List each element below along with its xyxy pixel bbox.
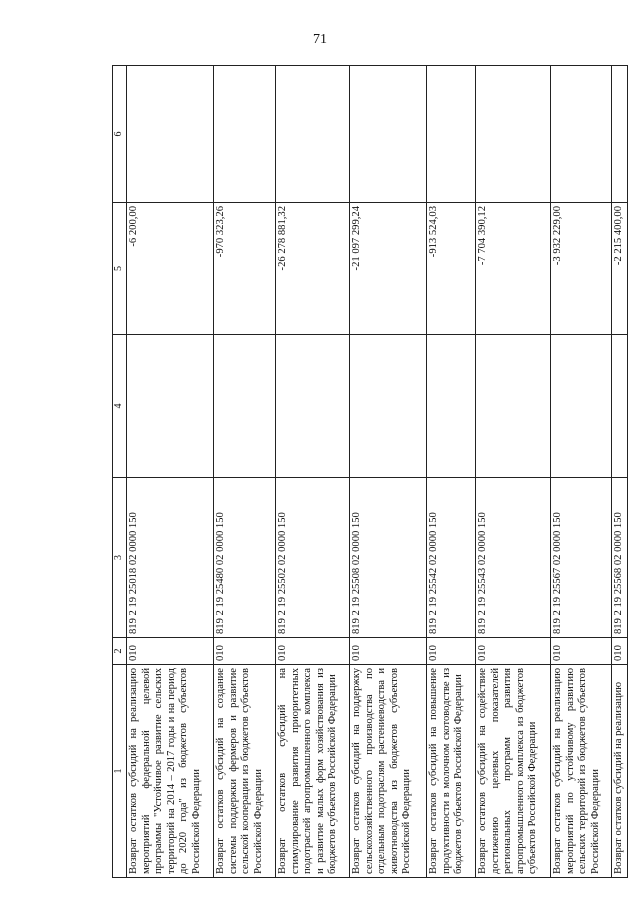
row-code: 010: [127, 638, 214, 665]
row-name: Возврат остатков субсидий на стимулирование развития приоритетных подотраслей агропромышленного комплекса и развитие малых форм хозяйствования из бюджетов субъектов Российской Федерации: [276, 665, 350, 878]
row-code: 010: [612, 638, 628, 665]
header-col-4: 4: [113, 335, 127, 478]
table-row: [551, 66, 612, 878]
row-kbk: 819 2 19 25543 02 0000 150: [476, 478, 551, 638]
row-col6: [427, 66, 476, 203]
table-row: [427, 66, 476, 878]
row-col4: [612, 335, 628, 478]
row-amount: -970 323,26: [214, 203, 276, 335]
row-name: Возврат остатков субсидий на реализацию мероприятий федеральной целевой программы "Устойчивое развитие сельских территорий на 2014 – 2017 годы и на период до 2020 года" из бюджетов субъектов Российской Федерации: [127, 665, 214, 878]
row-amount: -913 524,03: [427, 203, 476, 335]
header-col-5: 5: [113, 203, 127, 335]
row-name: Возврат остатков субсидий на поддержку сельскохозяйственного производства по отдельным подотраслям растениеводства и животноводства из бюджетов субъектов Российской Федерации: [350, 665, 427, 878]
row-kbk: 819 2 19 25508 02 0000 150: [350, 478, 427, 638]
row-kbk: 819 2 19 25542 02 0000 150: [427, 478, 476, 638]
header-col-6: 6: [113, 66, 127, 203]
row-amount: -26 278 881,32: [276, 203, 350, 335]
table-row: [350, 66, 427, 878]
row-name: Возврат остатков субсидий на повышение продуктивности в молочном скотоводстве из бюджетов субъектов Российской Федерации: [427, 665, 476, 878]
row-amount: -3 932 229,00: [551, 203, 612, 335]
row-col6: [551, 66, 612, 203]
row-col6: [276, 66, 350, 203]
row-amount: -21 097 299,24: [350, 203, 427, 335]
row-amount: -6 200,00: [127, 203, 214, 335]
row-code: 010: [427, 638, 476, 665]
row-col4: [476, 335, 551, 478]
row-col6: [214, 66, 276, 203]
row-code: 010: [350, 638, 427, 665]
row-code: 010: [214, 638, 276, 665]
row-name: Возврат остатков субсидий на реализацию: [612, 665, 628, 878]
row-name: Возврат остатков субсидий на создание системы поддержки фермеров и развитие сельской кооперации из бюджетов субъектов Российской Федерации: [214, 665, 276, 878]
row-name: Возврат остатков субсидий на реализацию мероприятий по устойчивому развитию сельских территорий из бюджетов субъектов Российской Федерации: [551, 665, 612, 878]
row-kbk: 819 2 19 25480 02 0000 150: [214, 478, 276, 638]
header-col-3: 3: [113, 478, 127, 638]
row-col4: [127, 335, 214, 478]
row-code: 010: [476, 638, 551, 665]
header-col-2: 2: [113, 638, 127, 665]
row-kbk: 819 2 19 25568 02 0000 150: [612, 478, 628, 638]
table-row: [214, 66, 276, 878]
row-kbk: 819 2 19 25567 02 0000 150: [551, 478, 612, 638]
row-col6: [612, 66, 628, 203]
table-row: [476, 66, 551, 878]
row-name: Возврат остатков субсидий на содействие достижению целевых показателей региональных программ развития агропромышленного комплекса из бюджетов субъектов Российской Федерации: [476, 665, 551, 878]
row-col4: [350, 335, 427, 478]
table-header-row: [113, 66, 127, 878]
budget-table: [112, 65, 628, 878]
row-col4: [551, 335, 612, 478]
page-number: 71: [313, 32, 327, 47]
row-amount: -2 215 400,00: [612, 203, 628, 335]
row-col6: [476, 66, 551, 203]
table-row: [127, 66, 214, 878]
row-col4: [427, 335, 476, 478]
row-kbk: 819 2 19 25018 02 0000 150: [127, 478, 214, 638]
row-code: 010: [551, 638, 612, 665]
row-col6: [350, 66, 427, 203]
row-col6: [127, 66, 214, 203]
row-col4: [276, 335, 350, 478]
table-row: [612, 66, 628, 878]
header-col-1: 1: [113, 665, 127, 878]
row-amount: -7 704 390,12: [476, 203, 551, 335]
rotated-table-wrapper: [112, 66, 624, 878]
row-code: 010: [276, 638, 350, 665]
row-col4: [214, 335, 276, 478]
row-kbk: 819 2 19 25502 02 0000 150: [276, 478, 350, 638]
table-row: [276, 66, 350, 878]
